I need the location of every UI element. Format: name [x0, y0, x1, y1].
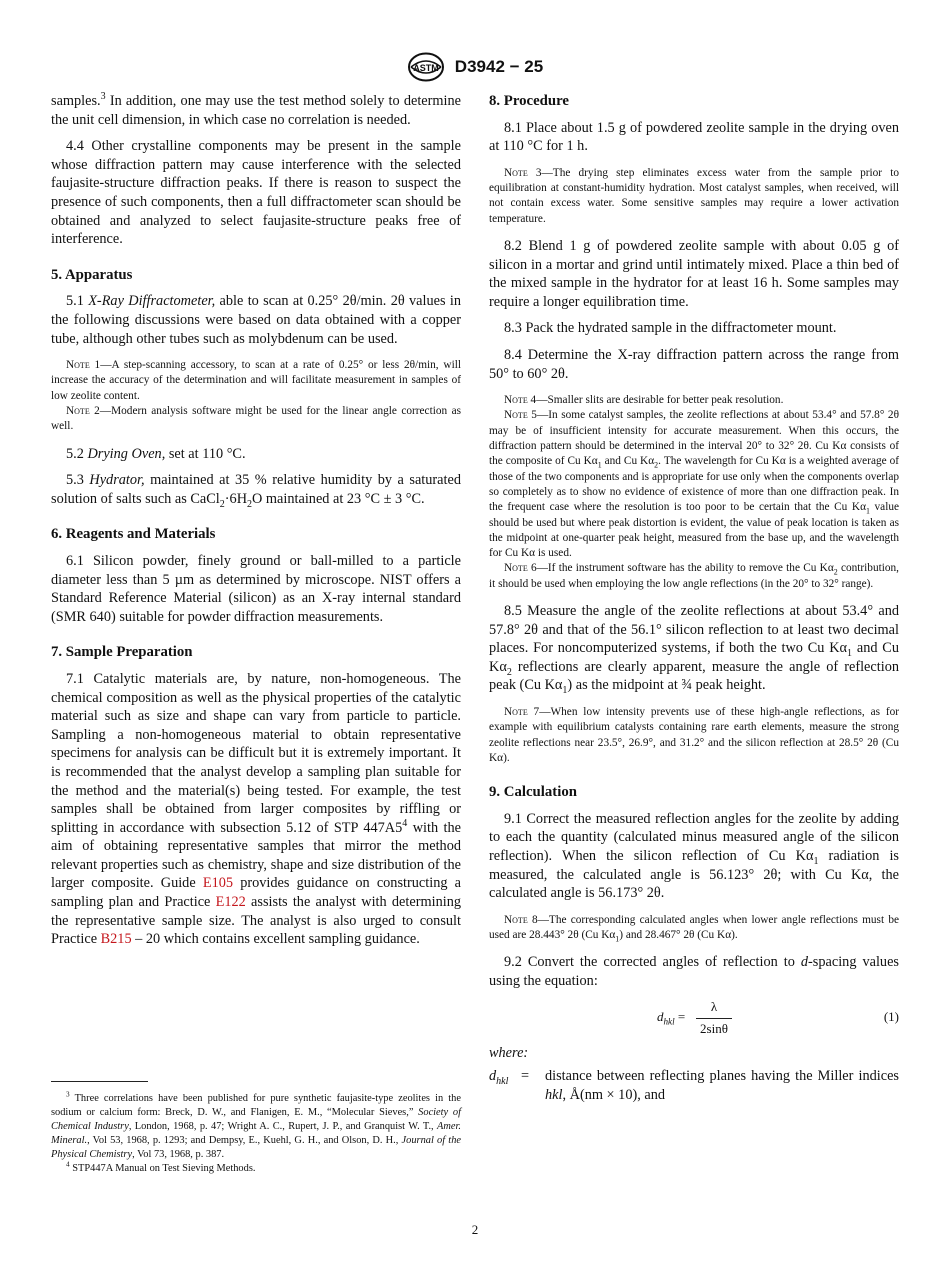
link-e105[interactable]: E105	[202, 875, 234, 892]
paragraph-8-5: 8.5 Measure the angle of the zeolite reflections at about 53.4° and 57.8° 2θ and that of the 56.1° silicon reflection to at least two decimal places. For noncomputerized systems, if both the two Cu $K\alpha_1$ and Cu $K\alpha_2$ reflections are clearly apparent, measure the angle of reflection peak (Cu $K\alpha_1$) as the midpoint at ¾ peak height.	[489, 602, 899, 697]
link-b215[interactable]: B215	[100, 931, 132, 948]
note-3: Note 3—The drying step eliminates excess water from the sample prior to equilibration at constant-humidity hydration. Most catalyst samples, when received, will not contain excess water. Some sensitive samples may require a lower activation temperature.	[489, 166, 899, 225]
document-designation: D3942 − 25	[454, 57, 544, 76]
equation-fraction: $\frac{\lambda}{2\sin\theta}$	[696, 998, 732, 1038]
section-heading-procedure: 8. Procedure	[489, 93, 569, 109]
paragraph-4-3-continued: samples.$^3$ In addition, one may use the test method solely to determine the unit cell dimension, in which case no correlation is needed.	[51, 91, 461, 128]
right-column	[489, 92, 899, 1104]
paragraph-9-2: 9.2 Convert the corrected angles of reflection to d-spacing values using the equation:	[489, 954, 899, 989]
paragraph-7-1: 7.1 Catalytic materials are, by nature, non-homogeneous. The chemical composition as well as the physical properties of the catalytic material such as size and shape can vary from particle to particle. Sampling a non-homogeneous material to obtain representative specimens for analysis can be difficult but it is extremely important. It is recommended that the analyst develop a sampling plan suitable for the method and the material(s) being tested. For example, the test samples shall be obtained from larger composites by riffling or splitting in accordance with subsection 5.12 of STP $447A5^4$ with the aim of obtaining representative samples that mirror the method relevant properties such as chemistry, shape and size distribution of the larger composite. Guide E105 provides guidance on constructing a sampling plan and Practice E122 assists the analyst with determining the representative sample size. The analyst is also urged to consult Practice B215 – 20 which contains excellent sampling guidance.	[51, 670, 461, 948]
logo-text: ASTM	[413, 63, 439, 73]
section-heading-sample-preparation: 7. Sample Preparation	[51, 644, 193, 661]
paragraph-5-2: 5.2 Drying Oven, set at 110 °C.	[66, 445, 246, 462]
footnote-4: $^4$ STP447A Manual on Test Sieving Methods.	[66, 1160, 256, 1174]
paragraph-5-3: 5.3 Hydrator, maintained at 35 % relative humidity by a saturated solution of salts such as $CaCl_2\cdot 6H_2O$ maintained at 23 °C ± 3 °C.	[51, 472, 461, 510]
section-heading-calculation: 9. Calculation	[489, 784, 577, 801]
paragraph-9-1: 9.1 Correct the measured reflection angles for the zeolite by adding to each the quantity (calculated minus measured angle of the silicon reflection). When the silicon reflection of Cu $K\alpha_1$ radiation is measured, the calculated angle is 56.123° 2θ; with Cu Kα, the calculated angle is 56.173° 2θ.	[489, 810, 900, 902]
note-4: Note 4—Smaller slits are desirable for better peak resolution.	[504, 394, 784, 407]
paragraph-4-4: 4.4 Other crystalline components may be present in the sample whose diffraction pattern may cause interference with the selected faujasite-structure diffraction peaks. If there is reason to suspect the presence of such components, then a full diffractometer scan should be obtained and analyzed to select faujasite-structure peaks free of interference.	[51, 138, 461, 248]
equation-1	[489, 998, 899, 1038]
footnotes	[51, 1081, 461, 1176]
paragraph-8-2: 8.2 Blend 1 g of powdered zeolite sample with about 0.05 g of silicon in a mortar and grind until intimately mixed. Place a thin bed of the mixed sample in the hydrator for at least 16 h. Some samples may require a longer equilibration time.	[489, 237, 899, 310]
section-heading-reagents: 6. Reagents and Materials	[51, 526, 216, 543]
note-2: Note 2—Modern analysis software might be used for the linear angle correction as well.	[51, 405, 461, 433]
note-1: Note 1—A step-scanning accessory, to scan at a rate of 0.25° or less 2θ/min, will increase the accuracy of the determination and will facilitate measurement in samples of low zeolite content.	[51, 359, 461, 402]
page-number: 2	[471, 1222, 479, 1237]
note-5: Note 5—In some catalyst samples, the zeolite reflections at about 53.4° and 57.8° 2θ may be of insufficient intensity for accurate measurement. When this occurs, the diffraction pattern should be determined in the interval 20° to 32° 2θ. Cu Kα consists of the composite of Cu $K\alpha_1$ and Cu $K\alpha_2$. The wavelength for Cu Kα is a weighted average of those of the two components and is appropriate for use only when the components overlap so completely as to show no evidence of existence of more than one diffraction peak. In the frequent case where the resolution is too poor to be certain that the Cu $K\alpha_1$ value should be used but where peak distortion is evident, the value of peak location is taken as the midpoint at one-quarter peak height, measured from the base up, and the wavelength for Cu Kα is used.	[489, 409, 900, 560]
paragraph-8-3: 8.3 Pack the hydrated sample in the diffractometer mount.	[504, 320, 837, 337]
astm-logo	[407, 52, 445, 82]
note-8: Note 8—The corresponding calculated angles when lower angle reflections must be used are 28.443° 2θ (Cu $K\alpha_1$) and 28.467° 2θ (Cu Kα).	[489, 913, 899, 944]
link-e122[interactable]: E122	[215, 894, 246, 911]
section-heading-apparatus: 5. Apparatus	[51, 266, 133, 283]
left-column	[51, 92, 461, 957]
note-6: Note 6—If the instrument software has the ability to remove the Cu $K\alpha_2$ contribution, it should be used when employing the low angle reflections (in the 20° to 32° range).	[489, 562, 900, 590]
footnote-divider	[51, 1081, 148, 1082]
page-header	[0, 52, 950, 82]
paragraph-8-1: 8.1 Place about 1.5 g of powdered zeolite sample in the drying oven at 110 °C for 1 h.	[489, 119, 899, 155]
definition-dhkl: $d_{hkl}$ = distance between reflecting planes having the Miller indices hkl, Å(nm × 10), and	[489, 1068, 899, 1103]
equation-number: (1)	[883, 1009, 899, 1025]
where-label: where:	[489, 1045, 529, 1062]
paragraph-6-1: 6.1 Silicon powder, finely ground or ball-milled to a particle diameter less than 5 µm as determined by microscope. NIST offers a Standard Reference Material (silicon) as an X-ray internal standard (SMR 640) suitable for powder diffraction measurements.	[51, 552, 461, 625]
footnote-ref-3: 3	[100, 91, 106, 103]
paragraph-8-4: 8.4 Determine the X-ray diffraction pattern across the range from 50° to 60° 2θ.	[489, 346, 899, 382]
note-7: Note 7—When low intensity prevents use of these high-angle reflections, as for example with equilibrium catalysts containing rare earth elements, measure the strong zeolite reflections near 23.5°, 26.9°, and 31.2° and the silicon reflection at 28.5° 2θ (Cu Kα).	[489, 705, 899, 764]
equation-lhs: $d_{hkl}$ =	[657, 1009, 686, 1028]
paragraph-5-1: 5.1 X-Ray Diffractometer, able to scan at 0.25° 2θ/min. 2θ values in the following discussions were based on data obtained with a copper tube, although other tubes such as molybdenum can be used.	[51, 293, 461, 347]
footnote-3: $^3$ Three correlations have been published for pure synthetic faujasite-type zeolites in the sodium or calcium form: Breck, D. W., and Flanigen, E. M., “Molecular Sieves,” Society of Chemical Industry, London, 1968, p. 47; Wright A. C., Rupert, J. P., and Granquist W. T., Amer. Mineral., Vol 53, 1968, p. 1293; and Dempsy, E., Kuehl, G. H., and Olson, D. H., Journal of the Physical Chemistry, Vol 73, 1968, p. 387.	[51, 1090, 462, 1160]
footnote-ref-4: 4	[402, 817, 408, 829]
